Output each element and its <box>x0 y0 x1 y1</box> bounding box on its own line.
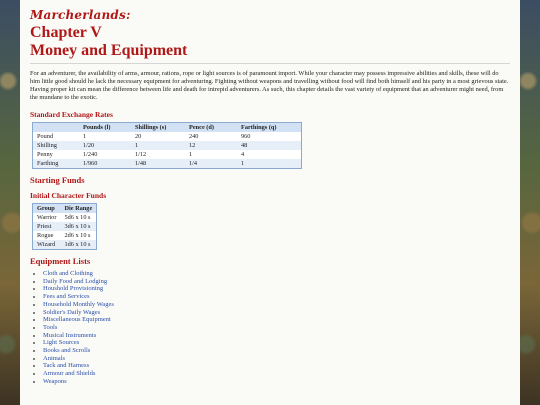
table-row <box>33 213 97 222</box>
column-header: Shillings (s) <box>131 123 185 133</box>
equipment-link[interactable]: Soldier's Daily Wages <box>43 308 101 316</box>
equipment-link[interactable]: Household Monthly Wages <box>43 300 114 308</box>
column-header: Die Range <box>60 204 96 214</box>
table-row <box>33 141 302 150</box>
chapter-number: Chapter V <box>30 24 102 41</box>
list-item <box>43 301 510 309</box>
table-cell: 3d6 x 10 s <box>60 222 96 231</box>
equipment-link[interactable]: Musical Instruments <box>43 331 97 339</box>
list-item <box>43 285 510 293</box>
list-item <box>43 332 510 340</box>
table-cell: 1/960 <box>79 159 131 169</box>
column-header: Pence (d) <box>185 123 237 133</box>
table-cell: 4 <box>237 150 302 159</box>
equipment-link[interactable]: Cloth and Clothing <box>43 270 93 277</box>
equipment-lists-heading: Equipment Lists <box>30 256 91 266</box>
equipment-link[interactable]: Weapons <box>43 377 67 385</box>
list-item <box>43 324 510 332</box>
equipment-link[interactable]: Light Sources <box>43 339 80 347</box>
chapter-title <box>30 24 510 60</box>
equipment-links-list <box>30 270 510 386</box>
table-cell: Pound <box>33 132 80 141</box>
column-header: Group <box>33 204 61 214</box>
list-item <box>43 355 510 363</box>
list-item <box>43 362 510 370</box>
exchange-rates-heading: Standard Exchange Rates <box>30 110 113 119</box>
table-cell: 1/240 <box>79 150 131 159</box>
table-cell: Penny <box>33 150 80 159</box>
equipment-link[interactable]: Miscellaneous Equipment <box>43 316 111 324</box>
divider <box>30 63 510 64</box>
starting-funds-heading: Starting Funds <box>30 175 85 185</box>
table-cell: Shilling <box>33 141 80 150</box>
table-cell: 1d6 x 10 s <box>60 240 96 250</box>
table-header-row <box>33 204 97 214</box>
background-painting-right <box>520 0 540 405</box>
table-cell: 1 <box>79 132 131 141</box>
chapter-heading: Money and Equipment <box>30 42 188 59</box>
list-item <box>43 339 510 347</box>
background-painting-left <box>0 0 20 405</box>
table-cell: 1 <box>237 159 302 169</box>
list-item <box>43 270 510 278</box>
column-header: Pounds (l) <box>79 123 131 133</box>
list-item <box>43 309 510 317</box>
initial-funds-heading: Initial Character Funds <box>30 191 107 200</box>
table-cell: 2d6 x 10 s <box>60 231 96 240</box>
equipment-link[interactable]: Fees and Services <box>43 293 90 301</box>
table-cell: Farthing <box>33 159 80 169</box>
table-cell: Wizard <box>33 240 61 250</box>
list-item <box>43 370 510 378</box>
table-row <box>33 159 302 169</box>
table-cell: 1/20 <box>79 141 131 150</box>
list-item <box>43 347 510 355</box>
table-cell: 48 <box>237 141 302 150</box>
equipment-link[interactable]: Armour and Shields <box>43 370 96 378</box>
table-cell: Rogue <box>33 231 61 240</box>
table-cell: 1 <box>185 150 237 159</box>
table-cell: 1 <box>131 141 185 150</box>
table-row <box>33 132 302 141</box>
column-header <box>33 123 80 133</box>
equipment-link[interactable]: Books and Scrolls <box>43 347 91 355</box>
content-page <box>20 0 520 405</box>
table-cell: 12 <box>185 141 237 150</box>
table-cell: 20 <box>131 132 185 141</box>
initial-funds-table <box>32 203 97 250</box>
table-header-row <box>33 123 302 133</box>
table-cell: 5d6 x 10 s <box>60 213 96 222</box>
list-item <box>43 278 510 286</box>
table-cell: Priest <box>33 222 61 231</box>
table-row <box>33 222 97 231</box>
equipment-link[interactable]: Houshold Provisioning <box>43 285 104 293</box>
table-cell: Warrior <box>33 213 61 222</box>
table-cell: 1/4 <box>185 159 237 169</box>
table-cell: 1/48 <box>131 159 185 169</box>
equipment-link[interactable]: Tack and Harness <box>43 362 90 370</box>
site-title[interactable]: Marcherlands: <box>30 8 131 22</box>
table-row <box>33 231 97 240</box>
intro-paragraph: For an adventurer, the availability of arms, armour, rations, rope or light sources is of paramount import. While your character may possess impressive abilities and skills, these will do him little good should he lack the necessary equipment for adventuring. Fighting without weapons and travelling without food will find both himself and his party in a most grievous state. Having proper kit can mean the difference between life and death for intrepid adventurers. As such, this chapter details the vast variety of equipment that an adventurer might need, from the mundane to the exotic. <box>30 70 509 101</box>
equipment-link[interactable]: Animals <box>43 354 66 362</box>
table-row <box>33 150 302 159</box>
column-header: Farthings (q) <box>237 123 302 133</box>
equipment-link[interactable]: Tools <box>43 323 58 331</box>
list-item <box>43 316 510 324</box>
table-row <box>33 240 97 250</box>
equipment-link[interactable]: Daily Food and Lodging <box>43 277 108 285</box>
table-cell: 240 <box>185 132 237 141</box>
exchange-rates-table <box>32 122 302 169</box>
table-cell: 960 <box>237 132 302 141</box>
list-item <box>43 378 510 386</box>
table-cell: 1/12 <box>131 150 185 159</box>
list-item <box>43 293 510 301</box>
